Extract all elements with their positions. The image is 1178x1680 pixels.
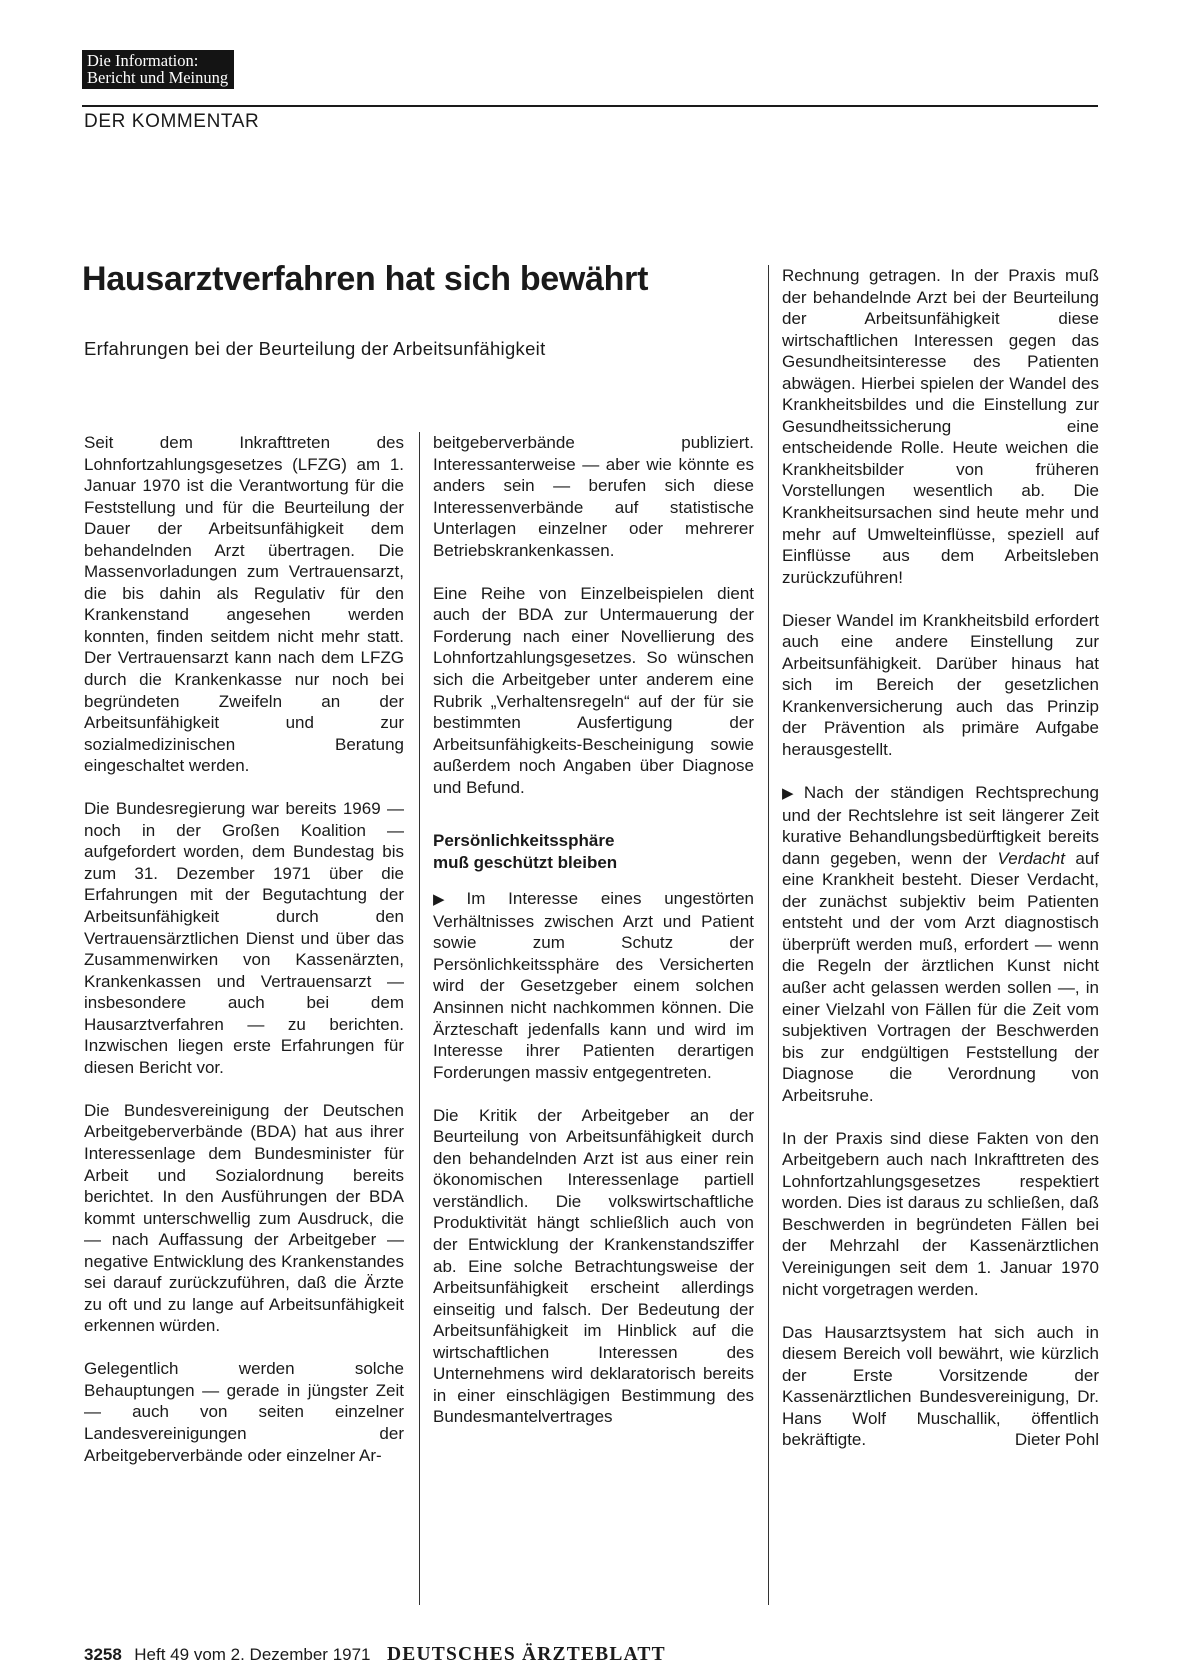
paragraph: Gelegentlich werden solche Behauptungen — gerade in jüngster Zeit — auch von seiten einzelner Landesvereinigungen der Arbeitgeberverbände oder einzelner Ar- [84,1359,404,1465]
badge-line-2: Bericht und Meinung [87,68,229,87]
paragraph: Rechnung getragen. In der Praxis muß der behandelnde Arzt bei der Beurteilung der Arbeitsunfähigkeit diese wirtschaftlichen Interessen gegen das Gesundheitsinteresse des Patienten abwägen. Hierbei spielen der Wandel des Krankheitsbildes und die Einstellung zur Gesundheitssicherung eine entscheidende Rolle. Heute weichen die Krankheitsbilder von früheren Vorstellungen wesentlich ab. Die Krankheitsursachen sind heute mehr und mehr auf Umwelteinflüsse, speziell auf Einflüsse aus dem Arbeitsleben zurückzuführen! [782,266,1099,587]
column-2 [433,432,754,1428]
paragraph [782,782,1099,1106]
paragraph: Die Bundesvereinigung der Deutschen Arbeitgeberverbände (BDA) hat aus ihrer Interessenlage dem Bundesminister für Arbeit und Sozialordnung bereits berichtet. In den Ausführungen der BDA kommt unterschwellig zum Ausdruck, die — nach Auffassung der Arbeitgeber — negative Entwicklung des Krankenstandes sei darauf zurückzuführen, daß die Ärzte zu oft und zu lange auf Arbeitsunfähigkeit erkennen würden. [84,1100,404,1336]
emphasis: Verdacht [997,848,1065,868]
article-title: Hausarztverfahren hat sich bewährt [82,260,649,298]
paragraph [782,1322,1099,1451]
column-1 [84,432,404,1466]
section-label: DER KOMMENTAR [84,111,260,132]
paragraph: Seit dem Inkrafttreten des Lohnfortzahlungsgesetzes (LFZG) am 1. Januar 1970 ist die Verantwortung für die Feststellung und für die Beurteilung der Dauer der Arbeitsunfähigkeit dem behandelnden Arzt übertragen. Die Massenvorladungen zum Vertrauensarzt, die bis dahin als Regulativ für den Krankenstand angesehen werden konnten, finden seitdem nicht mehr statt. Der Vertrauensarzt kann nach dem LFZG durch die Krankenkasse nur noch bei begründeten Zweifeln an der Arbeitsunfähigkeit und zur sozialmedizinischen Beratung eingeschaltet werden. [84,433,404,776]
article-subtitle: Erfahrungen bei der Beurteilung der Arbeitsunfähigkeit [84,338,546,359]
magazine-name: DEUTSCHES ÄRZTEBLATT [386,1644,666,1665]
column-3 [782,265,1099,1451]
header-rule [82,105,1098,107]
paragraph-text: auf eine Krankheit besteht. Dieser Verdacht, der zunächst subjektiv beim Patienten entsteht und der vom Arzt diagnostisch überprüft werden muß, erfordert — wenn die Regeln der ärztlichen Kunst nicht außer acht gelassen werden sollen —, in einer Vielzahl von Fällen für die Zeit vom subjektiven Vortragen der Beschwerden bis zur endgültigen Feststellung der Diagnose die Verordnung von Arbeitsruhe. [782,848,1099,1105]
issue-info: Heft 49 vom 2. Dezember 1971 [134,1645,371,1664]
author-signature: Dieter Pohl [1014,1430,1099,1450]
paragraph: In der Praxis sind diese Fakten von den Arbeitgebern auch nach Inkrafttreten des Lohnfortzahlungsgesetzes respektiert worden. Dies ist daraus zu schließen, daß Beschwerden in begründeten Fällen bei der Mehrzahl der Kassenärztlichen Vereinigungen seit dem 1. Januar 1970 nicht vorgetragen werden. [782,1128,1099,1299]
subheading-line-1: Persönlichkeitssphäre [433,831,615,851]
subheading [433,830,754,874]
section-badge [82,50,234,89]
paragraph: Die Kritik der Arbeitgeber an der Beurteilung von Arbeitsunfähigkeit durch den behandelnden Arzt ist aus einer rein ökonomischen Interessenlage partiell verständlich. Die volkswirtschaftliche Produktivität hängt schließlich auch von der Entwicklung der Krankenstandsziffer ab. Eine solche Betrachtungsweise der Arbeitsunfähigkeit erscheint allerdings einseitig und falsch. Der Bedeutung der Arbeitsunfähigkeit im Hinblick auf die wirtschaftlichen Interessen des Unternehmens wird deklaratorisch bereits in einer einschlägigen Bestimmung des Bundesmantelvertrages [433,1105,754,1427]
paragraph: Dieser Wandel im Krankheitsbild erfordert auch eine andere Einstellung zur Arbeitsunfähigkeit. Darüber hinaus hat sich im Bereich der gesetzlichen Krankenversicherung auch das Prinzip der Prävention als primäre Aufgabe herausgestellt. [782,610,1099,759]
paragraph-text: Nach der ständigen Rechtsprechung und der Rechtslehre ist seit längerer Zeit kurative Behandlungsbedürftigkeit bereits dann gegeben, wenn der [782,783,1099,868]
paragraph: beitgeberverbände publiziert. Interessanterweise — aber wie könnte es anders sein — berufen sich diese Interessenverbände auf statistische Unterlagen einzelner oder mehrerer Betriebskrankenkassen. [433,433,754,560]
badge-line-1: Die Information: [87,51,199,70]
bullet-arrow-icon: ▶ [782,785,800,803]
column-divider [419,432,420,1605]
paragraph: Eine Reihe von Einzelbeispielen dient auch der BDA zur Untermauerung der Forderung nach einer Novellierung des Lohnfortzahlungsgesetzes. So wünschen sich die Arbeitgeber unter anderem eine Rubrik „Verhaltensregeln“ auf der für sie bestimmten Ausfertigung der Arbeitsunfähigkeits-Bescheinigung sowie außerdem noch Angaben über Diagnose und Befund. [433,583,754,797]
paragraph [433,888,754,1083]
page-footer [84,1644,666,1666]
paragraph: Die Bundesregierung war bereits 1969 — noch in der Großen Koalition — aufgefordert worden, dem Bundestag bis zum 31. Dezember 1971 über die Erfahrungen mit der Begutachtung der Arbeitsunfähigkeit durch den Vertrauensärztlichen Dienst und über das Zusammenwirken von Kassenärzten, Krankenkassen und Vertrauensarzt — insbesondere auch bei dem Hausarztverfahren — zu berichten. Inzwischen liegen erste Erfahrungen für diesen Bericht vor. [84,799,404,1077]
column-divider [768,265,769,1605]
page-number: 3258 [84,1645,122,1664]
subheading-line-2: muß geschützt bleiben [433,853,618,873]
bullet-arrow-icon: ▶ [433,891,463,909]
paragraph-text: Das Hausarztsystem hat sich auch in diesem Bereich voll bewährt, wie kürzlich der Erste Vorsitzende der Kassenärztlichen Bundesvereinigung, Dr. Hans Wolf Muschallik, öffentlich bekräftigte. [782,1322,1099,1450]
paragraph-text: Im Interesse eines ungestörten Verhältnisses zwischen Arzt und Patient sowie zum Schutz der Persönlichkeitssphäre des Versicherten wird der Gesetzgeber einem solchen Ansinnen nicht nachkommen können. Die Ärzteschaft jedenfalls kann und wird im Interesse ihrer Patienten derartigen Forderungen massiv entgegentreten. [433,889,754,1082]
